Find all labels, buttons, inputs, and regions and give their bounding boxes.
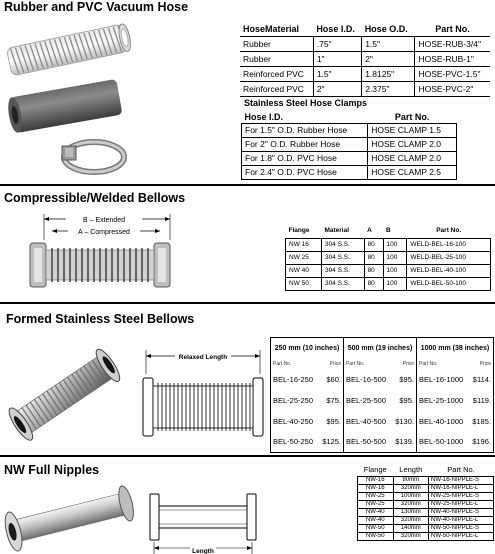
table-row — [271, 432, 494, 453]
header-part-no: Part No. — [436, 227, 462, 235]
table-cell: $125. — [318, 432, 343, 453]
relaxed-length-label: Relaxed Length — [178, 354, 228, 361]
formed-bellows-diagram — [140, 346, 265, 441]
table-cell: For 2" O.D. Rubber Hose — [242, 137, 368, 151]
table-cell: BEL-16-1000 — [417, 369, 469, 390]
table-cell: $95. — [391, 369, 416, 390]
table-cell: 80 — [364, 238, 383, 251]
full-nipple-table — [357, 464, 494, 541]
subheader-part-no: Part No. — [417, 360, 469, 369]
clamp-table — [241, 111, 457, 180]
table-row — [358, 516, 494, 524]
table-row — [242, 123, 457, 137]
hose-clamp-image — [58, 132, 130, 182]
table-row — [271, 411, 494, 432]
table-row — [358, 532, 494, 540]
section-divider — [0, 302, 495, 304]
table-cell: 320mm — [393, 516, 429, 524]
table-cell: BEL-50-1000 — [417, 432, 469, 453]
table-cell: 1" — [313, 51, 361, 66]
hose-table — [240, 22, 490, 97]
table-cell: NW-40-NIPPLE-S — [429, 508, 494, 516]
section-title-full-nipples: NW Full Nipples — [4, 463, 100, 477]
header-b: B — [386, 227, 391, 235]
table-cell: 140mm — [393, 524, 429, 532]
table-cell: 100mm — [393, 492, 429, 500]
table-cell: BEL-25-250 — [271, 390, 319, 411]
table-row — [242, 165, 457, 179]
table-row — [358, 508, 494, 516]
table-cell: 2.375" — [362, 81, 415, 96]
table-cell: HOSE CLAMP 2.0 — [368, 151, 457, 165]
section-title-welded-bellows: Compressible/Welded Bellows — [4, 191, 186, 205]
table-cell: 320mm — [393, 500, 429, 508]
table-row — [358, 500, 494, 508]
table-row — [240, 51, 490, 66]
table-cell: NW-25-NIPPLE-S — [429, 492, 494, 500]
header-part-no: Part No. — [415, 22, 490, 36]
table-cell: HOSE CLAMP 2.0 — [368, 137, 457, 151]
table-cell: 100 — [383, 251, 407, 264]
table-cell: HOSE-PVC-1.5" — [415, 66, 490, 81]
table-cell: NW-50 — [358, 524, 394, 532]
header-material: Material — [324, 227, 350, 235]
table-cell: $130. — [391, 411, 416, 432]
formed-bellows-table — [270, 337, 494, 453]
table-cell: NW-16 — [358, 476, 394, 484]
table-cell: NW 50 — [286, 277, 322, 290]
table-row — [286, 238, 491, 251]
table-cell: HOSE CLAMP 1.5 — [368, 123, 457, 137]
table-cell: NW-16-NIPPLE-L — [429, 484, 494, 492]
formed-bellows-image — [2, 340, 127, 450]
table-cell: 80mm — [393, 476, 429, 484]
table-cell: 320mm — [393, 532, 429, 540]
table-cell: $185. — [469, 411, 494, 432]
table-cell: NW-40-NIPPLE-L — [429, 516, 494, 524]
table-cell: 2" — [313, 81, 361, 96]
table-cell: NW-50-NIPPLE-S — [429, 524, 494, 532]
length-label: Length — [192, 548, 214, 554]
table-cell: For 2.4" O.D. PVC Hose — [242, 165, 368, 179]
group-500mm: 500 mm (19 inches) — [344, 338, 417, 360]
rubber-hose-image — [4, 78, 129, 133]
table-cell: 100 — [383, 238, 407, 251]
table-cell: BEL-16-250 — [271, 369, 319, 390]
table-cell: Rubber — [240, 36, 313, 51]
subheader-part-no: Part No. — [271, 360, 319, 369]
table-cell: NW-40 — [358, 516, 394, 524]
table-row — [358, 524, 494, 532]
full-nipple-image — [0, 478, 145, 554]
table-cell: 1.5" — [362, 36, 415, 51]
table-cell: 80 — [364, 251, 383, 264]
table-cell: 130mm — [393, 508, 429, 516]
table-cell: BEL-50-250 — [271, 432, 319, 453]
table-cell: NW 25 — [286, 251, 322, 264]
header-hose-id: Hose I.D. — [313, 22, 361, 36]
table-cell: For 1.5" O.D. Rubber Hose — [242, 123, 368, 137]
table-cell: WELD-BEL-50-100 — [407, 277, 491, 290]
header-flange: Flange — [363, 465, 387, 475]
header-hose-od: Hose O.D. — [362, 22, 415, 36]
welded-bellows-table — [285, 224, 491, 291]
subheader-price: Price — [318, 360, 343, 369]
table-cell: For 1.8" O.D. PVC Hose — [242, 151, 368, 165]
table-cell: $95. — [391, 390, 416, 411]
table-cell: $95. — [318, 411, 343, 432]
table-cell: BEL-50-500 — [344, 432, 392, 453]
clear-hose-image — [2, 20, 132, 80]
table-cell: BEL-16-500 — [344, 369, 392, 390]
table-cell: $139. — [391, 432, 416, 453]
table-cell: BEL-40-500 — [344, 411, 392, 432]
table-row — [240, 66, 490, 81]
header-part-no: Part No. — [447, 465, 475, 475]
table-cell: 80 — [364, 277, 383, 290]
table-cell: NW-50-NIPPLE-L — [429, 532, 494, 540]
table-cell: 1.8125" — [362, 66, 415, 81]
table-cell: 304 S.S. — [321, 251, 364, 264]
table-row — [358, 492, 494, 500]
table-cell: BEL-40-1000 — [417, 411, 469, 432]
table-cell: 1.5" — [313, 66, 361, 81]
table-cell: $114. — [469, 369, 494, 390]
table-cell: $119. — [469, 390, 494, 411]
header-hose-material: HoseMaterial — [240, 22, 313, 36]
header-part-no: Part No. — [394, 111, 430, 122]
table-cell: WELD-BEL-25-100 — [407, 251, 491, 264]
table-cell: HOSE CLAMP 2.5 — [368, 165, 457, 179]
table-cell: 2" — [362, 51, 415, 66]
table-cell: NW-25 — [358, 500, 394, 508]
table-cell: NW-40 — [358, 508, 394, 516]
table-row — [358, 476, 494, 484]
table-cell: 304 S.S. — [321, 277, 364, 290]
table-cell: NW-50 — [358, 532, 394, 540]
table-cell: BEL-40-250 — [271, 411, 319, 432]
table-cell: 304 S.S. — [321, 238, 364, 251]
table-row — [271, 369, 494, 390]
group-1000mm: 1000 mm (38 inches) — [417, 338, 494, 360]
header-flange: Flange — [288, 227, 310, 235]
clamp-table-title: Stainless Steel Hose Clamps — [244, 98, 368, 108]
table-cell: NW-25 — [358, 492, 394, 500]
table-cell: HOSE-RUB-3/4" — [415, 36, 490, 51]
table-cell: Rubber — [240, 51, 313, 66]
table-cell: $196. — [469, 432, 494, 453]
table-row — [286, 264, 491, 277]
table-cell: HOSE-PVC-2" — [415, 81, 490, 96]
table-cell: NW-16 — [358, 484, 394, 492]
table-cell: WELD-BEL-40-100 — [407, 264, 491, 277]
table-cell: HOSE-RUB-1" — [415, 51, 490, 66]
subheader-price: Price — [391, 360, 416, 369]
table-cell: NW 40 — [286, 264, 322, 277]
section-title-rubber-pvc: Rubber and PVC Vacuum Hose — [4, 0, 189, 14]
welded-bellows-diagram — [30, 210, 180, 292]
table-cell: 100 — [383, 264, 407, 277]
table-cell: WELD-BEL-16-100 — [407, 238, 491, 251]
section-divider — [0, 455, 495, 457]
group-250mm: 250 mm (10 inches) — [271, 338, 344, 360]
header-hose-id: Hose I.D. — [244, 111, 284, 122]
table-cell: Reinforced PVC — [240, 81, 313, 96]
extended-label: B – Extended — [82, 217, 126, 224]
header-length: Length — [399, 465, 423, 475]
compressed-label: A – Compressed — [78, 229, 130, 236]
table-cell: 80 — [364, 264, 383, 277]
table-cell: NW-25-NIPPLE-L — [429, 500, 494, 508]
table-cell: $75. — [318, 390, 343, 411]
full-nipple-diagram — [146, 490, 261, 554]
table-cell: 320mm — [393, 484, 429, 492]
table-cell: Reinforced PVC — [240, 66, 313, 81]
table-row — [242, 151, 457, 165]
table-row — [242, 137, 457, 151]
table-cell: BEL-25-500 — [344, 390, 392, 411]
table-cell: NW-16-NIPPLE-S — [429, 476, 494, 484]
table-row — [240, 81, 490, 96]
section-divider — [0, 184, 495, 186]
table-row — [286, 251, 491, 264]
table-row — [358, 484, 494, 492]
table-cell: .75" — [313, 36, 361, 51]
table-cell: $60. — [318, 369, 343, 390]
header-a: A — [367, 227, 372, 235]
table-cell: 100 — [383, 277, 407, 290]
table-cell: BEL-25-1000 — [417, 390, 469, 411]
section-title-formed-bellows: Formed Stainless Steel Bellows — [6, 312, 195, 326]
table-row — [271, 390, 494, 411]
table-row — [286, 277, 491, 290]
subheader-part-no: Part No. — [344, 360, 392, 369]
table-cell: 304 S.S. — [321, 264, 364, 277]
table-cell: NW 16 — [286, 238, 322, 251]
table-row — [240, 36, 490, 51]
subheader-price: Price — [469, 360, 494, 369]
